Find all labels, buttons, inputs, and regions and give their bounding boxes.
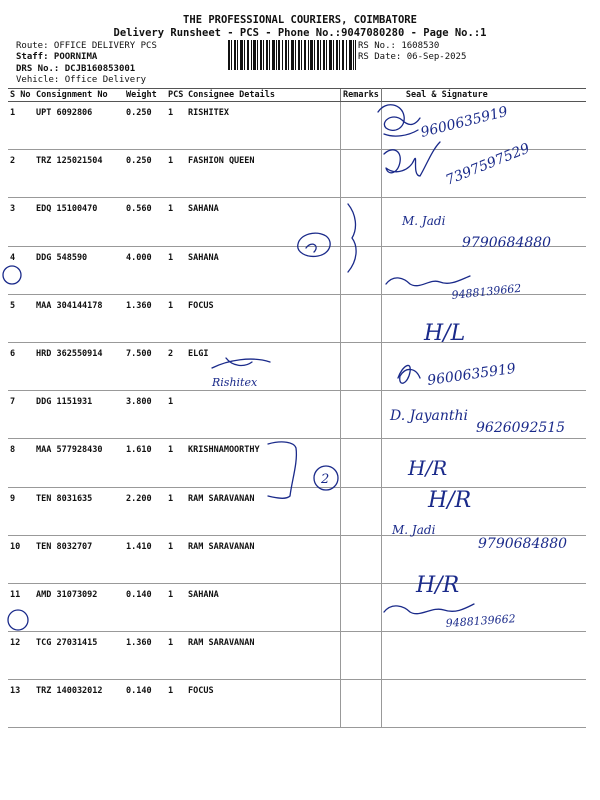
cell-weight: 0.250 [124,150,166,198]
phone-row7: 9600635919 [426,360,517,389]
cell-remarks [341,102,382,150]
cell-weight: 4.000 [124,246,166,294]
cell-pcs: 1 [166,632,186,680]
cell-signature [381,342,586,390]
cell-signature [381,583,586,631]
table-header-row [8,89,586,102]
cell-weight: 1.360 [124,294,166,342]
barcode [228,40,356,70]
cell-consignment: MAA 304144178 [34,294,124,342]
table-row [8,391,586,439]
staff-label: Staff: POORNIMA [16,52,98,62]
cell-signature [381,632,586,680]
rs-no: RS No.: 1608530 [358,41,440,51]
cell-consignee: FASHION QUEEN [186,150,341,198]
table-row [8,198,586,246]
cell-pcs: 1 [166,246,186,294]
runsheet-subtitle: Delivery Runsheet - PCS - Phone No.:9047080280 - Page No.:1 [113,27,487,39]
cell-consignment: TEN 8031635 [34,487,124,535]
cell-signature [381,198,586,246]
vehicle-label: Vehicle: Office Delivery [16,75,147,85]
company-title: THE PROFESSIONAL COURIERS, COIMBATORE [183,14,417,26]
circled-two: 2 [321,472,330,487]
cell-pcs: 1 [166,294,186,342]
route-label: Route: OFFICE DELIVERY PCS [16,41,157,51]
cell-consignee [186,391,341,439]
cell-sno: 10 [8,535,34,583]
cell-remarks [341,680,382,728]
cell-signature [381,535,586,583]
header-weight: Weight [124,89,166,102]
cell-consignee: SAHANA [186,246,341,294]
phone-row8: 9626092515 [476,420,566,436]
cell-weight: 0.140 [124,583,166,631]
cell-remarks [341,632,382,680]
cell-signature [381,439,586,487]
cell-remarks [341,246,382,294]
table-row [8,294,586,342]
cell-pcs: 1 [166,391,186,439]
cell-pcs: 1 [166,198,186,246]
cell-sno: 8 [8,439,34,487]
cell-signature [381,680,586,728]
cell-pcs: 1 [166,583,186,631]
cell-remarks [341,583,382,631]
initials-row10: H/R [428,488,472,513]
header-consignment: Consignment No [34,89,124,102]
signature-row8: D. Jayanthi [390,408,468,424]
phone-row2: 7397597529 [443,140,533,189]
cell-consignee: ELGI [186,342,341,390]
phone-sahana-row4: 9790684880 [462,235,552,251]
cell-signature [381,150,586,198]
runsheet-table [8,88,586,728]
cell-sno: 2 [8,150,34,198]
header-pcs: PCS [166,89,186,102]
cell-weight: 2.200 [124,487,166,535]
cell-consignee: FOCUS [186,680,341,728]
header-signature: Seal & Signature [381,89,586,102]
cell-weight: 0.560 [124,198,166,246]
table-row [8,487,586,535]
table-row [8,342,586,390]
cell-weight: 0.250 [124,102,166,150]
phone-row5: 9488139662 [450,281,522,302]
cell-pcs: 2 [166,342,186,390]
cell-consignee: SAHANA [186,583,341,631]
cell-weight: 7.500 [124,342,166,390]
phone-row1: 9600635919 [419,103,510,141]
table-row [8,439,586,487]
cell-signature [381,487,586,535]
table-row [8,246,586,294]
cell-consignment: EDQ 15100470 [34,198,124,246]
drs-label: DRS No.: DCJB160853001 [16,64,136,74]
cell-remarks [341,342,382,390]
cell-sno: 13 [8,680,34,728]
cell-consignee: RAM SARAVANAN [186,487,341,535]
cell-pcs: 1 [166,680,186,728]
header-sno: S No [8,89,34,102]
cell-weight: 0.140 [124,680,166,728]
cell-consignee: RISHITEX [186,102,341,150]
cell-consignment: HRD 362550914 [34,342,124,390]
cell-sno: 7 [8,391,34,439]
table-row [8,583,586,631]
cell-remarks [341,294,382,342]
cell-signature [381,246,586,294]
header-consignee: Consignee Details [186,89,341,102]
cell-consignment: UPT 6092806 [34,102,124,150]
cell-pcs: 1 [166,535,186,583]
cell-consignment: TEN 8032707 [34,535,124,583]
cell-consignee: FOCUS [186,294,341,342]
cell-remarks [341,198,382,246]
cell-signature [381,391,586,439]
note-row7: Rishitex [212,376,258,389]
initials-row6: H/L [424,321,466,346]
cell-remarks [341,150,382,198]
cell-consignment: TRZ 125021504 [34,150,124,198]
cell-consignment: MAA 577928430 [34,439,124,487]
cell-sno: 9 [8,487,34,535]
cell-sno: 4 [8,246,34,294]
cell-pcs: 1 [166,102,186,150]
cell-sno: 6 [8,342,34,390]
header-remarks: Remarks [341,89,382,102]
cell-pcs: 1 [166,439,186,487]
cell-remarks [341,535,382,583]
cell-signature [381,102,586,150]
signer-sahana-row11: M. Jadi [392,523,436,537]
cell-remarks [341,391,382,439]
cell-remarks [341,487,382,535]
rs-date: RS Date: 06-Sep-2025 [358,52,467,62]
phone-row13: 9488139662 [445,612,517,630]
cell-signature [381,294,586,342]
cell-consignment: DDG 1151931 [34,391,124,439]
cell-sno: 3 [8,198,34,246]
cell-sno: 5 [8,294,34,342]
cell-consignment: AMD 31073092 [34,583,124,631]
initials-row12: H/R [416,573,460,598]
cell-sno: 1 [8,102,34,150]
table-row [8,102,586,150]
cell-pcs: 1 [166,487,186,535]
cell-consignment: TRZ 140032012 [34,680,124,728]
phone-sahana-row11: 9790684880 [478,536,568,552]
signer-sahana-row3: M. Jadi [402,214,446,228]
table-row [8,632,586,680]
cell-consignment: TCG 27031415 [34,632,124,680]
cell-weight: 3.800 [124,391,166,439]
cell-consignee: SAHANA [186,198,341,246]
cell-remarks [341,439,382,487]
cell-consignee: KRISHNAMOORTHY [186,439,341,487]
cell-pcs: 1 [166,150,186,198]
cell-weight: 1.360 [124,632,166,680]
table-row [8,535,586,583]
cell-consignee: RAM SARAVANAN [186,632,341,680]
cell-weight: 1.410 [124,535,166,583]
cell-weight: 1.610 [124,439,166,487]
cell-consignment: DDG 548590 [34,246,124,294]
cell-sno: 11 [8,583,34,631]
cell-sno: 12 [8,632,34,680]
initials-row9: H/R [408,456,448,480]
table-row [8,680,586,728]
cell-consignee: RAM SARAVANAN [186,535,341,583]
table-row [8,150,586,198]
